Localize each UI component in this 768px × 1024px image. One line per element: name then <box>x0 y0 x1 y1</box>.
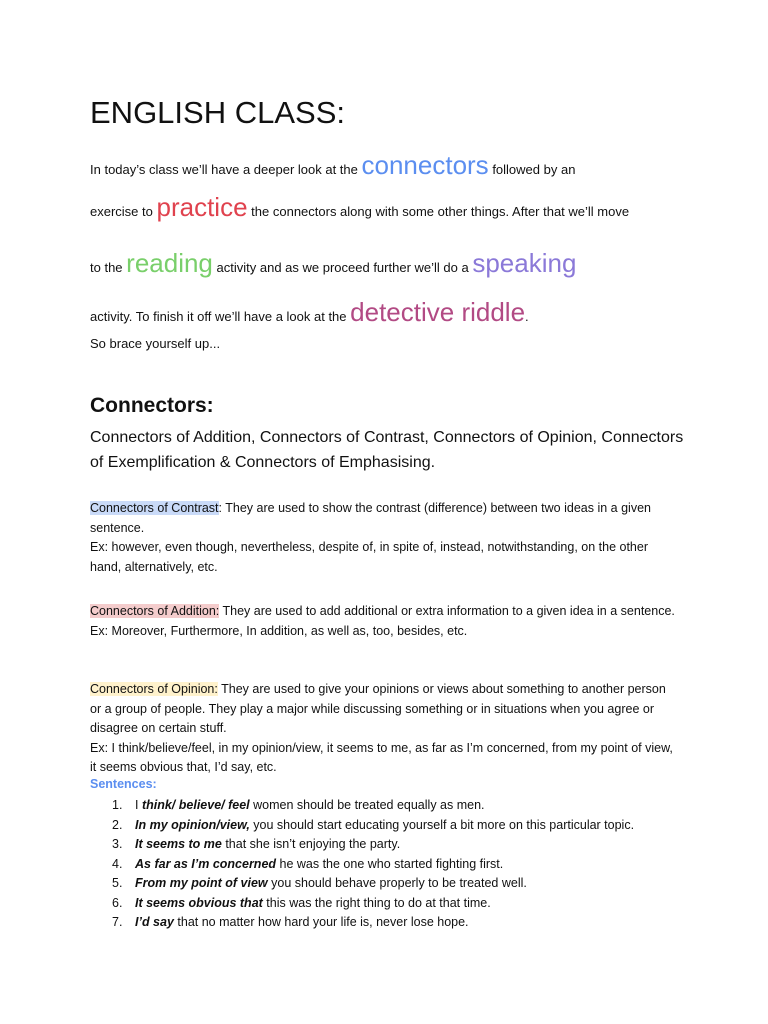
sentence-prefix: I <box>135 798 142 812</box>
sentence-connector: In my opinion/view, <box>135 817 250 832</box>
intro-line-4 <box>90 297 529 328</box>
intro-period: . <box>525 309 529 324</box>
list-item <box>90 913 680 933</box>
page-title <box>90 94 345 132</box>
sentence-rest: that she isn’t enjoying the party. <box>221 837 401 851</box>
contrast-label: Connectors of Contrast <box>90 501 219 515</box>
sentence-rest: you should start educating yourself a bit more on this particular topic. <box>249 817 635 832</box>
intro-line-3 <box>90 248 576 279</box>
list-number: 5. <box>112 876 123 890</box>
list-item <box>90 835 680 855</box>
intro-text: exercise to <box>90 204 153 219</box>
list-number: 3. <box>112 837 123 851</box>
list-item <box>90 816 680 836</box>
contrast-description: : They are used to show the contrast (difference) between two ideas in a given sentence. <box>90 501 651 535</box>
connectors-subtitle: Connectors of Addition, Connectors of Contrast, Connectors of Opinion, Connectors of Exemplification & Connectors of Emphasising. <box>90 429 684 471</box>
opinion-description: They are used to give your opinions or views about something to another person or a group of people. They play a major while discussing something or in situations when you agree or disagree on certain stuff. <box>90 682 666 735</box>
sentence-connector: think/ believe/ feel <box>141 798 250 812</box>
sentence-rest: that no matter how hard your life is, never lose hope. <box>173 915 469 929</box>
sentences-label: Sentences: <box>90 777 157 791</box>
addition-label: Connectors of Addition: <box>90 604 220 618</box>
intro-line-1 <box>90 150 575 181</box>
contrast-section <box>90 499 680 577</box>
intro-text: to the <box>90 260 123 275</box>
list-item <box>90 855 680 875</box>
intro-line-2 <box>90 192 629 223</box>
keyword-speaking: speaking <box>472 248 577 278</box>
opinion-examples: Ex: I think/believe/feel, in my opinion/view, it seems to me, as far as I’m concerned, from my point of view, it seems obvious that, I’d say, etc. <box>90 740 673 774</box>
list-item <box>90 874 680 894</box>
sentence-rest: you should behave properly to be treated well. <box>267 876 527 890</box>
title-text: ENGLISH CLASS <box>90 95 337 130</box>
list-item <box>90 796 680 816</box>
addition-examples: Ex: Moreover, Furthermore, In addition, as well as, too, besides, etc. <box>90 623 468 638</box>
sentence-connector: It seems obvious that <box>135 895 263 910</box>
addition-description: They are used to add additional or extra information to a given idea in a sentence. <box>219 604 675 618</box>
list-number: 4. <box>112 856 123 871</box>
intro-text: activity. To finish it off we’ll have a look at the <box>90 309 347 324</box>
list-number: 6. <box>112 895 123 910</box>
keyword-practice: practice <box>156 192 248 222</box>
sentence-connector: From my point of view <box>135 876 268 890</box>
connectors-heading: Connectors: <box>90 394 214 417</box>
sentence-connector: It seems to me <box>135 837 222 851</box>
sentence-rest: he was the one who started fighting first. <box>276 856 504 871</box>
sentence-connector: As far as I’m concerned <box>135 856 277 871</box>
title-colon: : <box>336 95 345 130</box>
list-number: 1. <box>112 798 123 812</box>
intro-text: followed by an <box>492 162 576 177</box>
keyword-detective-riddle: detective riddle <box>350 297 526 327</box>
intro-text: the connectors along with some other things. After that we’ll move <box>251 204 630 219</box>
list-number: 2. <box>112 817 123 832</box>
sentence-rest: this was the right thing to do at that time. <box>262 895 491 910</box>
intro-text: In today’s class we’ll have a deeper look at the <box>90 162 358 177</box>
sentence-rest: women should be treated equally as men. <box>249 798 485 812</box>
list-item <box>90 894 680 914</box>
opinion-section <box>90 680 680 778</box>
keyword-reading: reading <box>126 248 213 278</box>
sentences-list <box>90 796 680 933</box>
opinion-label: Connectors of Opinion: <box>90 682 218 696</box>
intro-text: activity and as we proceed further we’ll do a <box>216 260 469 275</box>
intro-line-5: So brace yourself up... <box>90 336 221 351</box>
addition-section <box>90 602 680 641</box>
contrast-examples: Ex: however, even though, nevertheless, despite of, in spite of, instead, notwithstanding, on the other hand, alternatively, etc. <box>90 540 648 574</box>
sentence-connector: I’d say <box>135 915 174 929</box>
keyword-connectors: connectors <box>361 150 489 180</box>
list-number: 7. <box>112 915 123 929</box>
